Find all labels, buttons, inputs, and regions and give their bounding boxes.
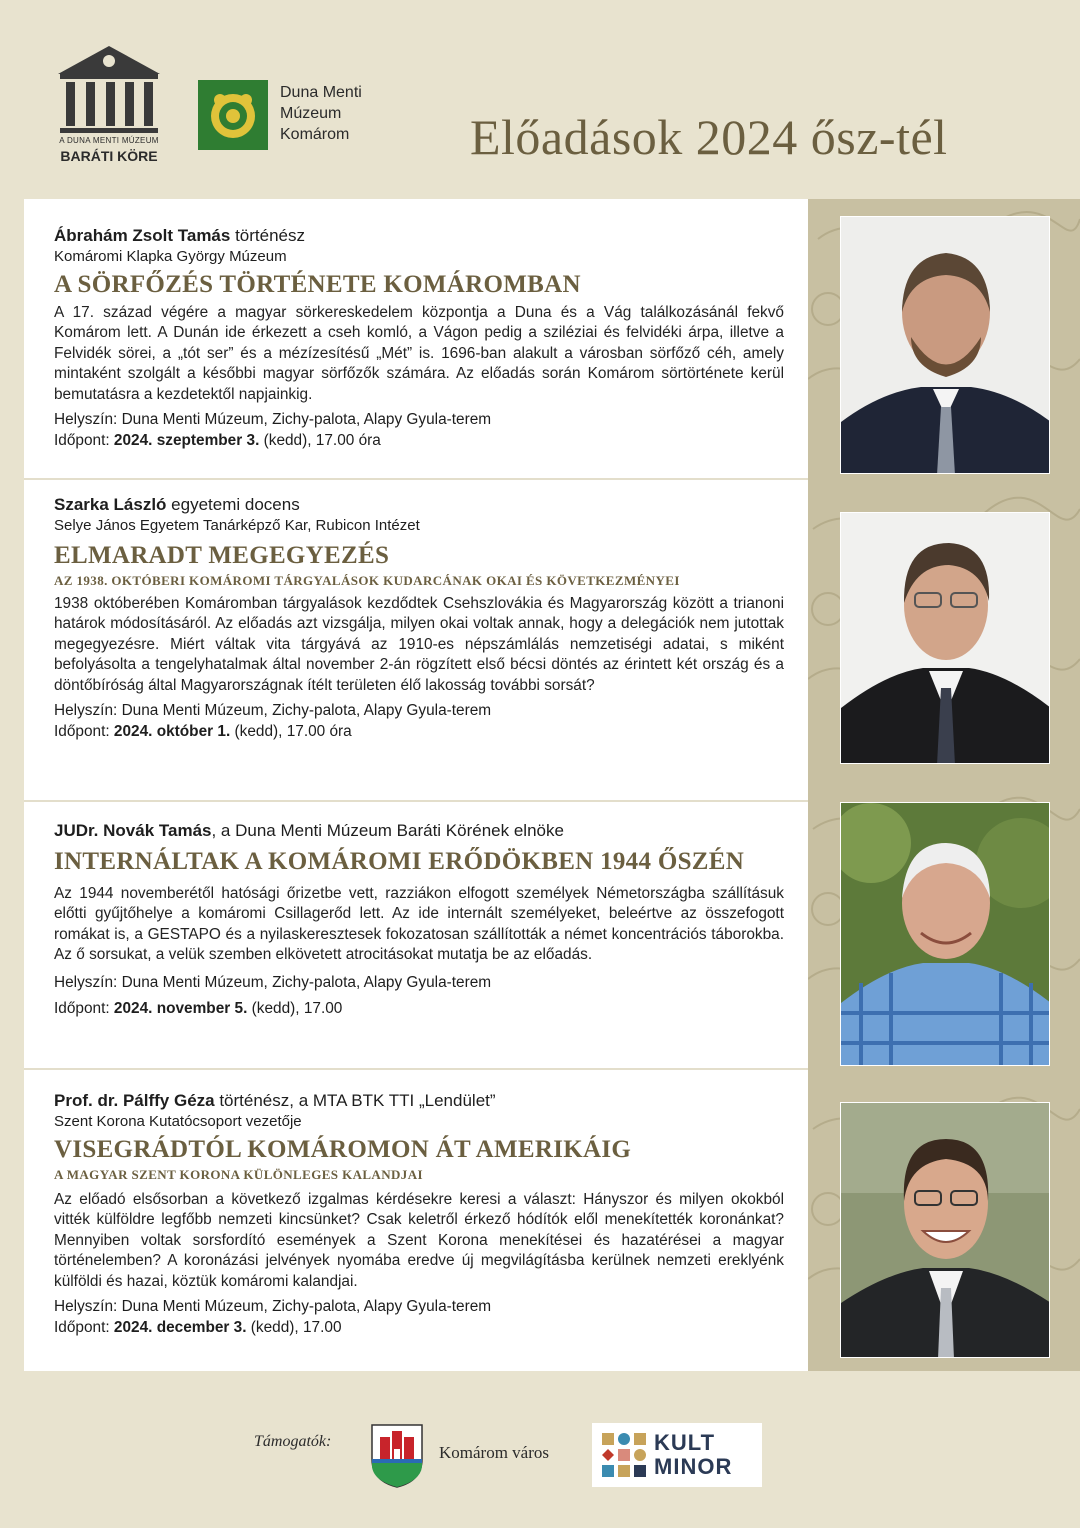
speaker-role: , a Duna Menti Múzeum Baráti Körének elnöke <box>211 821 564 840</box>
speaker-line <box>54 820 784 842</box>
lecture-date: 2024. november 5. <box>113 999 248 1017</box>
speaker-photo <box>840 512 1050 764</box>
lecture-card <box>24 480 808 802</box>
lecture-date: 2024. szeptember 3. <box>113 432 260 450</box>
lecture-card <box>24 1070 808 1370</box>
logo-caption-bottom: BARÁTI KÖRE <box>60 148 158 164</box>
lecture-title: INTERNÁLTAK A KOMÁROMI ERŐDÖKBEN 1944 ŐSZÉN <box>54 848 745 875</box>
speaker-photo <box>840 802 1050 1066</box>
speaker-name: Ábrahám Zsolt Tamás <box>54 226 231 245</box>
time-label: Időpont: <box>54 1319 114 1337</box>
lecture-time <box>54 998 784 1019</box>
museum-logo <box>198 80 268 150</box>
museum-emblem-icon <box>198 80 268 150</box>
speaker-photo <box>840 1102 1050 1358</box>
lectures-panel <box>24 199 808 1371</box>
kult-line2: MINOR <box>654 1454 733 1479</box>
footer <box>0 1371 1080 1528</box>
header <box>0 0 1080 200</box>
kult-minor-logo <box>592 1423 762 1487</box>
friends-circle-logo <box>54 44 164 174</box>
speaker-line <box>54 225 784 247</box>
temple-icon <box>54 44 164 136</box>
komarom-label: Komárom város <box>439 1443 550 1462</box>
speaker-photo <box>840 216 1050 474</box>
lecture-card <box>24 802 808 1068</box>
time-detail: (kedd), 17.00 <box>246 1319 342 1337</box>
museum-name-line3: Komárom <box>280 126 350 143</box>
speaker-affiliation: Selye János Egyetem Tanárképző Kar, Rubicon Intézet <box>54 517 420 534</box>
lecture-description: Az előadó elsősorban a következő izgalmas kérdésekre keresi a választ: Hányszor és milyen okokból vitték külföldre legfőbb nemzeti kincsünket? Csak keletről érkező hódítók elől menekítették koronánkat? Mennyiben voltak sorsfordító események a Szent Korona menekítései és hazatérései a magyar történelemben? A koronázási jelvények nyomába eredve új megvilágításba kerülnek nemzeti ereklyénk külföldi és hazai, köztük komáromi kalandjai. <box>54 1191 784 1290</box>
lecture-venue: Helyszín: Duna Menti Múzeum, Zichy-palota, Alapy Gyula-terem <box>54 702 492 720</box>
lecture-subtitle: A MAGYAR SZENT KORONA KÜLÖNLEGES KALANDJAI <box>54 1167 423 1182</box>
time-label: Időpont: <box>54 432 114 450</box>
time-detail: (kedd), 17.00 óra <box>230 723 352 741</box>
kult-minor-mosaic-icon <box>602 1433 646 1477</box>
kult-minor-text <box>654 1431 732 1479</box>
museum-name <box>280 82 362 145</box>
speaker-role: történész, a MTA BTK TTI „Lendület” <box>214 1091 496 1110</box>
museum-name-line2: Múzeum <box>280 105 342 122</box>
lecture-title: A SÖRFŐZÉS TÖRTÉNETE KOMÁROMBAN <box>54 271 581 298</box>
time-detail: (kedd), 17.00 óra <box>259 432 381 450</box>
lecture-venue: Helyszín: Duna Menti Múzeum, Zichy-palota, Alapy Gyula-terem <box>54 411 492 429</box>
lecture-description: A 17. század végére a magyar sörkereskedelem központja a Duna és a Vág találkozásánál fekvő Komárom lett. A Dunán ide érkezett a cseh komló, a Vágon pedig a sziléziai és felvidéki árpa, illetve a Felvidék sörei, a „tót ser” és a mézízesítésű „Mét” is. 1696-ban alakult a városban sörfőző céh, amely mintaként szolgált a későbbi magyar sörfőzők számára. Az előadás során Komárom sörtörténete kerül bemutatásra a kezdetektől napjainkig. <box>54 304 784 403</box>
lecture-venue: Helyszín: Duna Menti Múzeum, Zichy-palota, Alapy Gyula-terem <box>54 973 492 991</box>
lecture-time <box>54 1317 784 1338</box>
sponsors-label: Támogatók: <box>254 1433 332 1450</box>
lecture-description: 1938 októberében Komáromban tárgyalások kezdődtek Csehszlovákia és Magyarország között a trianoni határok módosításáról. Az előadás azt vizsgálja, milyen okai voltak annak, hogy a delegációk nem jutottak megegyezésre. Miért váltak vita tárgyává az 1910-es népszámlálás nemzetiségi adatai, s miként befolyásolta a tengelyhatalmak által november 2-án rögzített első bécsi döntés az érintett két ország és a döntőbíróság által Magyarországnak ítélt területen élő lakosság további sorsát? <box>54 595 784 694</box>
lecture-time <box>54 721 784 742</box>
lecture-title: ELMARADT MEGEGYEZÉS <box>54 542 390 569</box>
speaker-affiliation: Szent Korona Kutatócsoport vezetője <box>54 1113 302 1130</box>
logo-caption-top: A DUNA MENTI MÚZEUM <box>59 136 159 145</box>
lecture-subtitle: AZ 1938. OKTÓBERI KOMÁROMI TÁRGYALÁSOK KUDARCÁNAK OKAI ÉS KÖVETKEZMÉNYEI <box>54 573 680 588</box>
speaker-role: egyetemi docens <box>166 495 300 514</box>
lecture-time <box>54 430 784 451</box>
time-detail: (kedd), 17.00 <box>247 999 343 1017</box>
speaker-line <box>54 1090 784 1112</box>
city-crest-icon <box>370 1423 424 1489</box>
speaker-name: Szarka László <box>54 495 167 514</box>
speaker-name: Prof. dr. Pálffy Géza <box>54 1091 215 1110</box>
lecture-description: Az 1944 novemberétől hatósági őrizetbe vett, razziákon elfogott személyek Németországba szállításuk előtti gyűjtőhelye a komáromi Csillagerőd lett. Az ide internált személyeket, beleértve az összefogott romákat is, a GESTAPO és a nyilaskeresztesek fokozatosan szállították a német koncentrációs táborokba. Az ő sorsukat, a velük szemben elkövetett atrocitásokat mutatja be az előadás. <box>54 885 784 964</box>
lecture-date: 2024. december 3. <box>113 1319 247 1337</box>
lecture-date: 2024. október 1. <box>113 723 231 741</box>
lecture-title: VISEGRÁDTÓL KOMÁROMON ÁT AMERIKÁIG <box>54 1136 632 1163</box>
time-label: Időpont: <box>54 999 114 1017</box>
speaker-affiliation: Komáromi Klapka György Múzeum <box>54 248 287 265</box>
komarom-crest <box>370 1423 424 1489</box>
kult-line1: KULT <box>654 1430 716 1455</box>
speaker-name: JUDr. Novák Tamás <box>54 821 212 840</box>
museum-name-line1: Duna Menti <box>280 84 362 101</box>
time-label: Időpont: <box>54 723 114 741</box>
speaker-role: történész <box>230 226 305 245</box>
page-title: Előadások 2024 ősz-tél <box>470 109 948 165</box>
speaker-line <box>54 494 784 516</box>
lecture-venue: Helyszín: Duna Menti Múzeum, Zichy-palota, Alapy Gyula-terem <box>54 1298 492 1316</box>
lecture-card <box>24 199 808 479</box>
